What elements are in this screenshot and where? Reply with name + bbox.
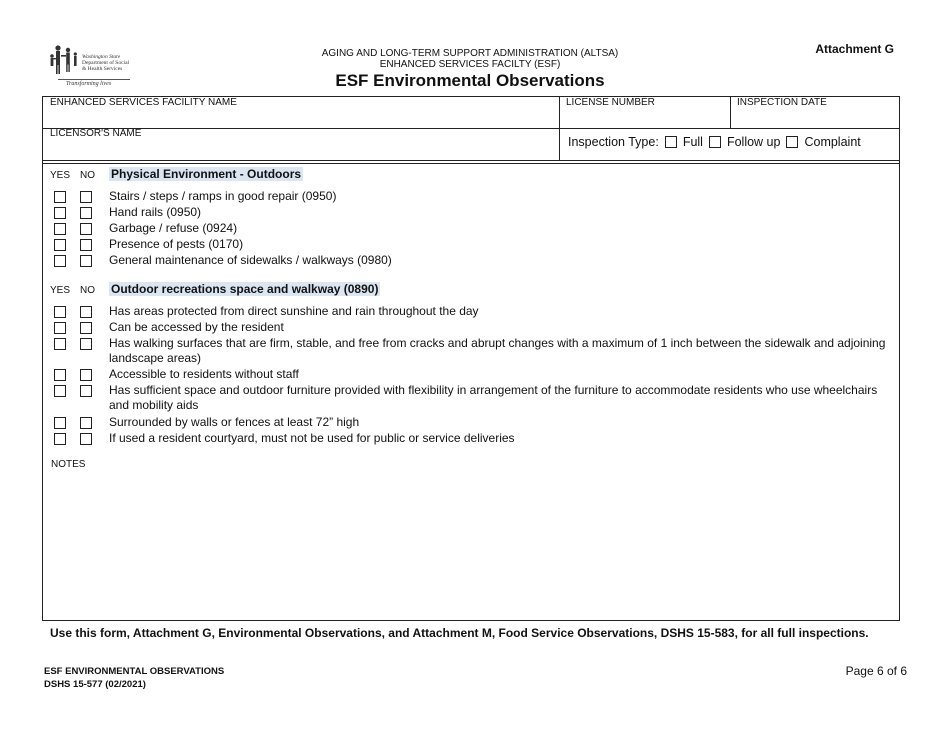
item-text: If used a resident courtyard, must not be used for public or service deliveries <box>109 431 515 445</box>
yes-checkbox[interactable] <box>54 239 66 251</box>
dshs-logo <box>48 44 132 90</box>
item-text: Stairs / steps / ramps in good repair (0950) <box>109 189 337 203</box>
no-column-label: NO <box>80 285 95 296</box>
inspection-type-label: Inspection Type: <box>568 135 659 149</box>
yes-checkbox[interactable] <box>54 207 66 219</box>
no-checkbox[interactable] <box>80 338 92 350</box>
full-label: Full <box>682 135 703 149</box>
yes-checkbox[interactable] <box>54 322 66 334</box>
attachment-label: Attachment G <box>815 42 894 56</box>
no-checkbox[interactable] <box>80 417 92 429</box>
item-text: Can be accessed by the resident <box>109 320 284 334</box>
follow-up-label: Follow up <box>726 135 781 149</box>
yes-checkbox[interactable] <box>54 417 66 429</box>
no-checkbox[interactable] <box>80 433 92 445</box>
facility-name-field[interactable]: ENHANCED SERVICES FACILITY NAME <box>50 97 237 108</box>
full-checkbox[interactable] <box>665 136 677 148</box>
section-title: Outdoor recreations space and walkway (0890) <box>111 282 379 296</box>
no-checkbox[interactable] <box>80 322 92 334</box>
item-text: Has sufficient space and outdoor furniture provided with flexibility in arrangement of the furniture to accommodate residents who use wheelchairs and mobility aids <box>109 383 878 412</box>
inspection-date-field[interactable]: INSPECTION DATE <box>737 97 827 108</box>
form-box <box>42 96 900 621</box>
logo-tagline: Transforming lives <box>66 81 112 87</box>
no-checkbox[interactable] <box>80 255 92 267</box>
yes-checkbox[interactable] <box>54 223 66 235</box>
item-text: Accessible to residents without staff <box>109 367 299 381</box>
yes-column-label: YES <box>50 170 71 181</box>
notes-field[interactable]: NOTES <box>51 459 86 470</box>
follow-up-checkbox[interactable] <box>709 136 721 148</box>
footer-instruction: Use this form, Attachment G, Environmental Observations, and Attachment M, Food Service Observations, DSHS 15-583, for all full inspections. <box>50 626 869 640</box>
field-row-divider <box>43 163 899 164</box>
no-checkbox[interactable] <box>80 223 92 235</box>
item-text: Presence of pests (0170) <box>109 237 244 251</box>
dshs-logo-icon <box>48 44 82 78</box>
field-row-divider <box>43 128 899 129</box>
agency-header <box>300 48 640 70</box>
complaint-checkbox[interactable] <box>786 136 798 148</box>
agency-line-2: ENHANCED SERVICES FACILTY (ESF) <box>379 59 561 70</box>
item-text: General maintenance of sidewalks / walkways (0980) <box>109 253 392 267</box>
inspection-type <box>568 135 861 149</box>
item-text: Hand rails (0950) <box>109 205 202 219</box>
complaint-label: Complaint <box>804 135 861 149</box>
no-checkbox[interactable] <box>80 207 92 219</box>
yes-checkbox[interactable] <box>54 255 66 267</box>
item-text: Has walking surfaces that are firm, stable, and free from cracks and abrupt changes with a maximum of 1 inch between the sidewalk and adjoining landscape areas) <box>109 336 886 365</box>
no-checkbox[interactable] <box>80 369 92 381</box>
section-title: Physical Environment - Outdoors <box>111 167 302 181</box>
no-checkbox[interactable] <box>80 306 92 318</box>
agency-line-1: AGING AND LONG-TERM SUPPORT ADMINISTRATION (ALTSA) <box>321 48 619 59</box>
license-number-field[interactable]: LICENSE NUMBER <box>566 97 655 108</box>
licensor-name-field[interactable]: LICENSOR'S NAME <box>50 128 142 139</box>
item-text: Garbage / refuse (0924) <box>109 221 238 235</box>
logo-divider <box>58 79 130 80</box>
yes-column-label: YES <box>50 285 71 296</box>
page-number: Page 6 of 6 <box>845 664 907 678</box>
yes-checkbox[interactable] <box>54 306 66 318</box>
logo-text: Washington State Department of Social & Health Services <box>82 54 130 72</box>
page-title: ESF Environmental Observations <box>335 71 605 90</box>
yes-checkbox[interactable] <box>54 191 66 203</box>
yes-checkbox[interactable] <box>54 385 66 397</box>
yes-checkbox[interactable] <box>54 433 66 445</box>
yes-checkbox[interactable] <box>54 369 66 381</box>
no-checkbox[interactable] <box>80 385 92 397</box>
no-column-label: NO <box>80 170 95 181</box>
item-text: Has areas protected from direct sunshine and rain throughout the day <box>109 304 479 318</box>
field-row-divider <box>43 160 899 161</box>
form-number: DSHS 15-577 (02/2021) <box>44 679 146 690</box>
item-text: Surrounded by walls or fences at least 72” high <box>109 415 360 429</box>
field-divider <box>730 97 731 128</box>
no-checkbox[interactable] <box>80 191 92 203</box>
no-checkbox[interactable] <box>80 239 92 251</box>
form-name: ESF ENVIRONMENTAL OBSERVATIONS <box>44 666 225 677</box>
yes-checkbox[interactable] <box>54 338 66 350</box>
